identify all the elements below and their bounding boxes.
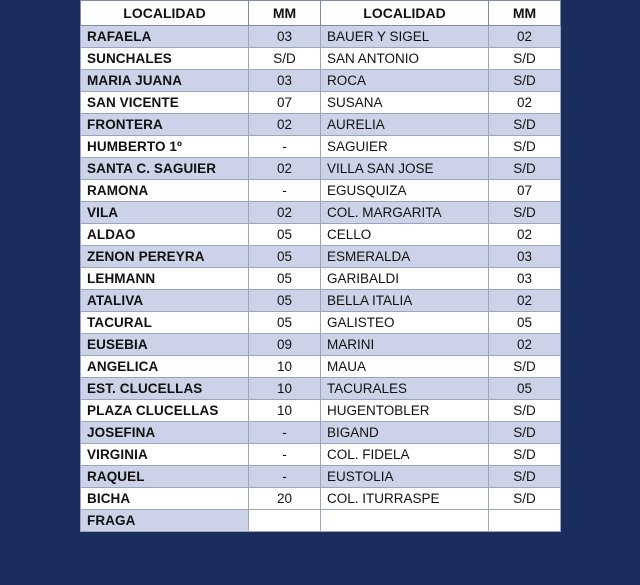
cell-localidad-2: SUSANA bbox=[321, 92, 489, 114]
cell-localidad-2: BIGAND bbox=[321, 422, 489, 444]
table-row bbox=[81, 92, 561, 114]
cell-localidad-1: SANTA C. SAGUIER bbox=[81, 158, 249, 180]
cell-mm-1: 09 bbox=[249, 334, 321, 356]
cell-localidad-1: ALDAO bbox=[81, 224, 249, 246]
cell-mm-2: 02 bbox=[489, 290, 561, 312]
cell-mm-2: S/D bbox=[489, 114, 561, 136]
cell-mm-1: - bbox=[249, 466, 321, 488]
table-row bbox=[81, 180, 561, 202]
cell-localidad-2: ROCA bbox=[321, 70, 489, 92]
cell-localidad-2: MAUA bbox=[321, 356, 489, 378]
cell-mm-1: 07 bbox=[249, 92, 321, 114]
cell-mm-2: S/D bbox=[489, 422, 561, 444]
table-row bbox=[81, 290, 561, 312]
table-row bbox=[81, 48, 561, 70]
cell-mm-1: 05 bbox=[249, 224, 321, 246]
table-row bbox=[81, 312, 561, 334]
cell-localidad-1: RAFAELA bbox=[81, 26, 249, 48]
table-row bbox=[81, 268, 561, 290]
cell-localidad-1: ZENON PEREYRA bbox=[81, 246, 249, 268]
cell-mm-1: - bbox=[249, 180, 321, 202]
cell-mm-1: - bbox=[249, 136, 321, 158]
cell-mm-2: S/D bbox=[489, 466, 561, 488]
cell-localidad-2: VILLA SAN JOSE bbox=[321, 158, 489, 180]
cell-mm-2 bbox=[489, 510, 561, 532]
cell-localidad-2: CELLO bbox=[321, 224, 489, 246]
cell-localidad-1: BICHA bbox=[81, 488, 249, 510]
table-row bbox=[81, 26, 561, 48]
cell-localidad-2: BELLA ITALIA bbox=[321, 290, 489, 312]
table-row bbox=[81, 510, 561, 532]
cell-localidad-2: EUSTOLIA bbox=[321, 466, 489, 488]
cell-mm-2: 02 bbox=[489, 26, 561, 48]
cell-localidad-1: TACURAL bbox=[81, 312, 249, 334]
cell-localidad-2: SAN ANTONIO bbox=[321, 48, 489, 70]
cell-localidad-1: FRONTERA bbox=[81, 114, 249, 136]
cell-localidad-2: COL. ITURRASPE bbox=[321, 488, 489, 510]
table-row bbox=[81, 356, 561, 378]
cell-localidad-1: EUSEBIA bbox=[81, 334, 249, 356]
header-row bbox=[81, 1, 561, 26]
cell-localidad-2: GARIBALDI bbox=[321, 268, 489, 290]
cell-localidad-2: GALISTEO bbox=[321, 312, 489, 334]
cell-mm-1: 10 bbox=[249, 378, 321, 400]
cell-localidad-2: ESMERALDA bbox=[321, 246, 489, 268]
cell-localidad-2: MARINI bbox=[321, 334, 489, 356]
cell-localidad-1: RAMONA bbox=[81, 180, 249, 202]
cell-mm-1: 10 bbox=[249, 356, 321, 378]
cell-mm-1: 05 bbox=[249, 268, 321, 290]
header-mm-1: MM bbox=[249, 1, 321, 26]
table-row bbox=[81, 444, 561, 466]
cell-mm-1: 02 bbox=[249, 202, 321, 224]
table-row bbox=[81, 158, 561, 180]
cell-localidad-2: COL. MARGARITA bbox=[321, 202, 489, 224]
cell-mm-2: 07 bbox=[489, 180, 561, 202]
table-row bbox=[81, 334, 561, 356]
cell-mm-1: 05 bbox=[249, 290, 321, 312]
cell-mm-1: 05 bbox=[249, 246, 321, 268]
cell-localidad-2: EGUSQUIZA bbox=[321, 180, 489, 202]
cell-mm-2: S/D bbox=[489, 488, 561, 510]
cell-mm-1 bbox=[249, 510, 321, 532]
cell-localidad-2: AURELIA bbox=[321, 114, 489, 136]
cell-mm-2: S/D bbox=[489, 70, 561, 92]
cell-localidad-2: COL. FIDELA bbox=[321, 444, 489, 466]
cell-mm-2: S/D bbox=[489, 202, 561, 224]
cell-localidad-1: VIRGINIA bbox=[81, 444, 249, 466]
cell-mm-2: 05 bbox=[489, 378, 561, 400]
cell-mm-1: 03 bbox=[249, 70, 321, 92]
rainfall-table-container bbox=[80, 0, 560, 532]
table-row bbox=[81, 70, 561, 92]
cell-localidad-1: HUMBERTO 1º bbox=[81, 136, 249, 158]
cell-mm-2: S/D bbox=[489, 444, 561, 466]
cell-mm-2: S/D bbox=[489, 356, 561, 378]
cell-localidad-1: LEHMANN bbox=[81, 268, 249, 290]
cell-mm-2: 03 bbox=[489, 246, 561, 268]
cell-localidad-1: ANGELICA bbox=[81, 356, 249, 378]
cell-mm-1: - bbox=[249, 422, 321, 444]
cell-mm-1: 02 bbox=[249, 114, 321, 136]
cell-mm-1: 10 bbox=[249, 400, 321, 422]
rainfall-table bbox=[80, 0, 561, 532]
table-row bbox=[81, 136, 561, 158]
cell-mm-1: 03 bbox=[249, 26, 321, 48]
cell-localidad-1: VILA bbox=[81, 202, 249, 224]
cell-mm-2: 03 bbox=[489, 268, 561, 290]
cell-mm-2: S/D bbox=[489, 136, 561, 158]
table-row bbox=[81, 224, 561, 246]
table-row bbox=[81, 466, 561, 488]
cell-mm-2: 02 bbox=[489, 92, 561, 114]
cell-mm-1: - bbox=[249, 444, 321, 466]
cell-mm-1: 02 bbox=[249, 158, 321, 180]
cell-localidad-2: SAGUIER bbox=[321, 136, 489, 158]
cell-mm-2: 05 bbox=[489, 312, 561, 334]
cell-localidad-2: HUGENTOBLER bbox=[321, 400, 489, 422]
cell-localidad-1: PLAZA CLUCELLAS bbox=[81, 400, 249, 422]
cell-mm-2: S/D bbox=[489, 48, 561, 70]
cell-localidad-2 bbox=[321, 510, 489, 532]
table-row bbox=[81, 202, 561, 224]
table-header bbox=[81, 1, 561, 26]
header-localidad-1: LOCALIDAD bbox=[81, 1, 249, 26]
header-mm-2: MM bbox=[489, 1, 561, 26]
table-row bbox=[81, 114, 561, 136]
cell-localidad-1: JOSEFINA bbox=[81, 422, 249, 444]
cell-localidad-1: MARIA JUANA bbox=[81, 70, 249, 92]
cell-localidad-1: FRAGA bbox=[81, 510, 249, 532]
cell-mm-2: S/D bbox=[489, 400, 561, 422]
header-localidad-2: LOCALIDAD bbox=[321, 1, 489, 26]
table-body bbox=[81, 26, 561, 532]
cell-mm-2: 02 bbox=[489, 224, 561, 246]
cell-localidad-2: TACURALES bbox=[321, 378, 489, 400]
cell-localidad-1: ATALIVA bbox=[81, 290, 249, 312]
cell-localidad-1: RAQUEL bbox=[81, 466, 249, 488]
table-row bbox=[81, 246, 561, 268]
table-row bbox=[81, 378, 561, 400]
cell-localidad-1: EST. CLUCELLAS bbox=[81, 378, 249, 400]
cell-mm-1: 05 bbox=[249, 312, 321, 334]
cell-mm-1: 20 bbox=[249, 488, 321, 510]
cell-mm-2: S/D bbox=[489, 158, 561, 180]
table-row bbox=[81, 422, 561, 444]
cell-mm-1: S/D bbox=[249, 48, 321, 70]
cell-localidad-2: BAUER Y SIGEL bbox=[321, 26, 489, 48]
cell-localidad-1: SAN VICENTE bbox=[81, 92, 249, 114]
table-row bbox=[81, 400, 561, 422]
cell-localidad-1: SUNCHALES bbox=[81, 48, 249, 70]
table-row bbox=[81, 488, 561, 510]
cell-mm-2: 02 bbox=[489, 334, 561, 356]
